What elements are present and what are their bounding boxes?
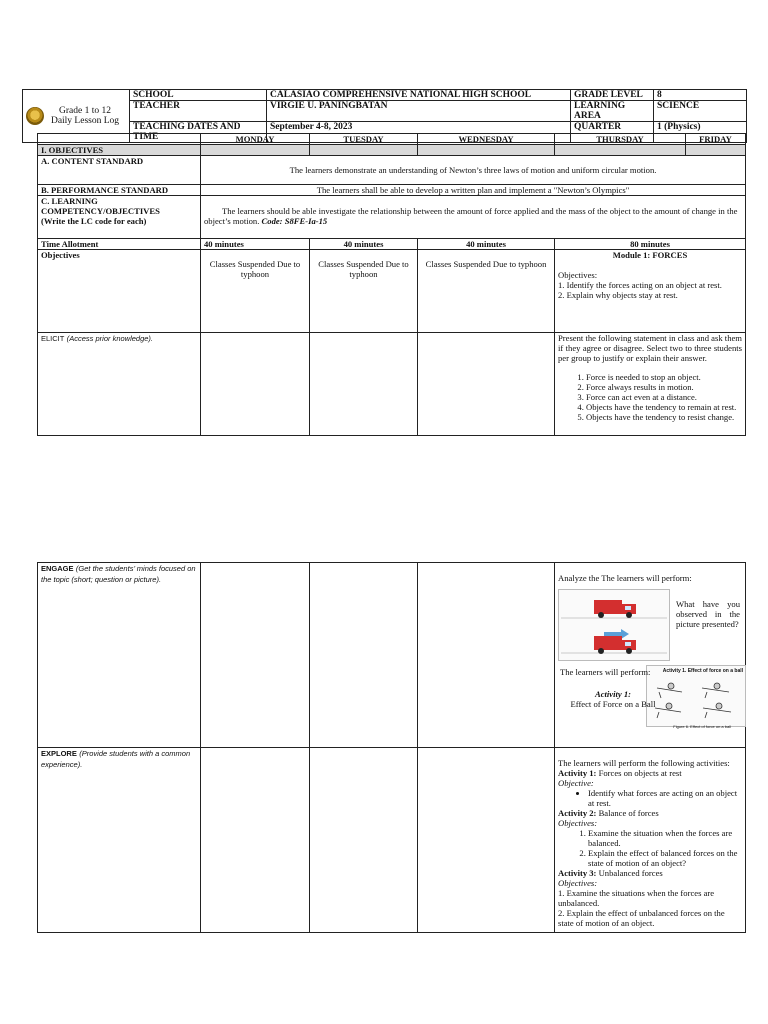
competency-label: C. LEARNING COMPETENCY/OBJECTIVES (Write the LC code for each) xyxy=(38,196,201,239)
teacher-label: TEACHER xyxy=(130,101,267,122)
perform-label: The learners will perform: xyxy=(560,667,651,677)
header-dll: Daily Lesson Log xyxy=(50,116,120,126)
activity-2-objectives: 1. Examine the situation when the forces are balanced. 2. Explain the effect of balanced forces on the state of motion of an object? xyxy=(558,828,742,868)
quarter-value: 1 (Physics) xyxy=(654,122,747,143)
objectives-monday: Classes Suspended Due to typhoon xyxy=(201,250,310,333)
day-wednesday: WEDNESDAY xyxy=(418,134,555,145)
activity-1-objectives: • Identify what forces are acting on an object at rest. xyxy=(558,788,742,808)
objectives-heading: I. OBJECTIVES xyxy=(38,145,201,156)
lesson-table-top xyxy=(37,133,746,436)
engage-thursday xyxy=(555,563,746,748)
truck-figure xyxy=(558,589,670,661)
quarter-label: QUARTER xyxy=(571,122,654,143)
time-wednesday: 40 minutes xyxy=(418,239,555,250)
lesson-table-bottom xyxy=(37,562,746,933)
ball-figure: Activity 1. Effect of force on a ball Figure 6. Effect of force on a ball xyxy=(646,665,746,727)
performance-standard-label: B. PERFORMANCE STANDARD xyxy=(38,185,201,196)
content-standard-text: The learners demonstrate an understanding of Newton’s three laws of motion and uniform circular motion. xyxy=(201,156,746,185)
engage-question: What have you observed in the picture presented? xyxy=(676,599,740,629)
explore-label: EXPLORE (Provide students with a common experience). xyxy=(38,748,201,933)
grade-level-label: GRADE LEVEL xyxy=(571,90,654,101)
day-friday: FRIDAY xyxy=(686,134,746,145)
day-monday: MONDAY xyxy=(201,134,310,145)
objectives-thursday: Module 1: FORCES Objectives: 1. Identify the forces acting on an object at rest. 2. Explain why objects stay at rest. xyxy=(555,250,746,333)
truck-top-icon xyxy=(594,600,636,618)
engage-label: ENGAGE (Get the students’ minds focused on the topic (short; question or picture). xyxy=(38,563,201,748)
day-thursday: THURSDAY xyxy=(555,134,686,145)
objectives-row-label: Objectives xyxy=(38,250,201,333)
grade-level-value: 8 xyxy=(654,90,747,101)
dates-label: TEACHING DATES AND TIME xyxy=(130,122,267,143)
learning-area-value: SCIENCE xyxy=(654,101,747,122)
truck-bottom-icon xyxy=(594,636,636,654)
elicit-thursday: Present the following statement in class and ask them if they agree or disagree. Select two to three students per group to justify or explain their answer. 1. Force is needed to stop an object. 2. Force always results in motion. 3. Force can act even at a distance. 4. Objects have the tendency to remain at rest. 5. Objects have the tendency to resist change. xyxy=(555,333,746,436)
module-title: Module 1: FORCES xyxy=(612,250,688,260)
seal-icon xyxy=(26,107,44,125)
elicit-statements: 1. Force is needed to stop an object. 2. Force always results in motion. 3. Force can act even at a distance. 4. Objects have the tendency to remain at rest. 5. Objects have the tendency to resist change. xyxy=(558,372,742,422)
competency-text: The learners should be able investigate the relationship between the amount of force applied and the mass of the object to the amount of change in the object’s motion. Code: S8FE-Ia-15 xyxy=(201,196,746,239)
time-thursday: 80 minutes xyxy=(555,239,746,250)
explore-thursday: The learners will perform the following activities: Activity 1: Forces on objects at rest Objective: • Identify what forces are acting on an object at rest. Activity 2: Balance of forces Objectives: 1. Examine the situation when the forces are balanced. 2. Explain the effect of balanced forces on the state of motion of an object? Activity 3: Unbalanced forces Objectives: 1. Examine the situations when the forces are unbalanced. 2. Explain the effect of unbalanced forces on the state of motion of an object. xyxy=(555,748,746,933)
ball-activity xyxy=(558,665,742,727)
day-header-blank xyxy=(38,134,201,145)
header-grade-range: Grade 1 to 12 xyxy=(59,106,111,116)
elicit-label: ELICIT (Access prior knowledge). xyxy=(38,333,201,436)
dates-value: September 4-8, 2023 xyxy=(267,122,571,143)
school-value: CALASIAO COMPREHENSIVE NATIONAL HIGH SCHOOL xyxy=(267,90,571,101)
time-monday: 40 minutes xyxy=(201,239,310,250)
learning-area-label: LEARNING AREA xyxy=(571,101,654,122)
content-standard-label: A. CONTENT STANDARD xyxy=(38,156,201,185)
teacher-value: VIRGIE U. PANINGBATAN xyxy=(267,101,571,122)
objectives-tuesday: Classes Suspended Due to typhoon xyxy=(310,250,418,333)
day-tuesday: TUESDAY xyxy=(310,134,418,145)
time-tuesday: 40 minutes xyxy=(310,239,418,250)
school-label: SCHOOL xyxy=(130,90,267,101)
time-allotment-label: Time Allotment xyxy=(38,239,201,250)
objectives-wednesday: Classes Suspended Due to typhoon xyxy=(418,250,555,333)
activity-1-title: Activity 1: Effect of Force on a Ball xyxy=(570,689,656,709)
lc-code: Code: S8FE-Ia-15 xyxy=(261,216,328,226)
performance-standard-text: The learners shall be able to develop a written plan and implement a "Newton’s Olympics" xyxy=(201,185,746,196)
engage-intro: Analyze the The learners will perform: xyxy=(558,573,692,583)
